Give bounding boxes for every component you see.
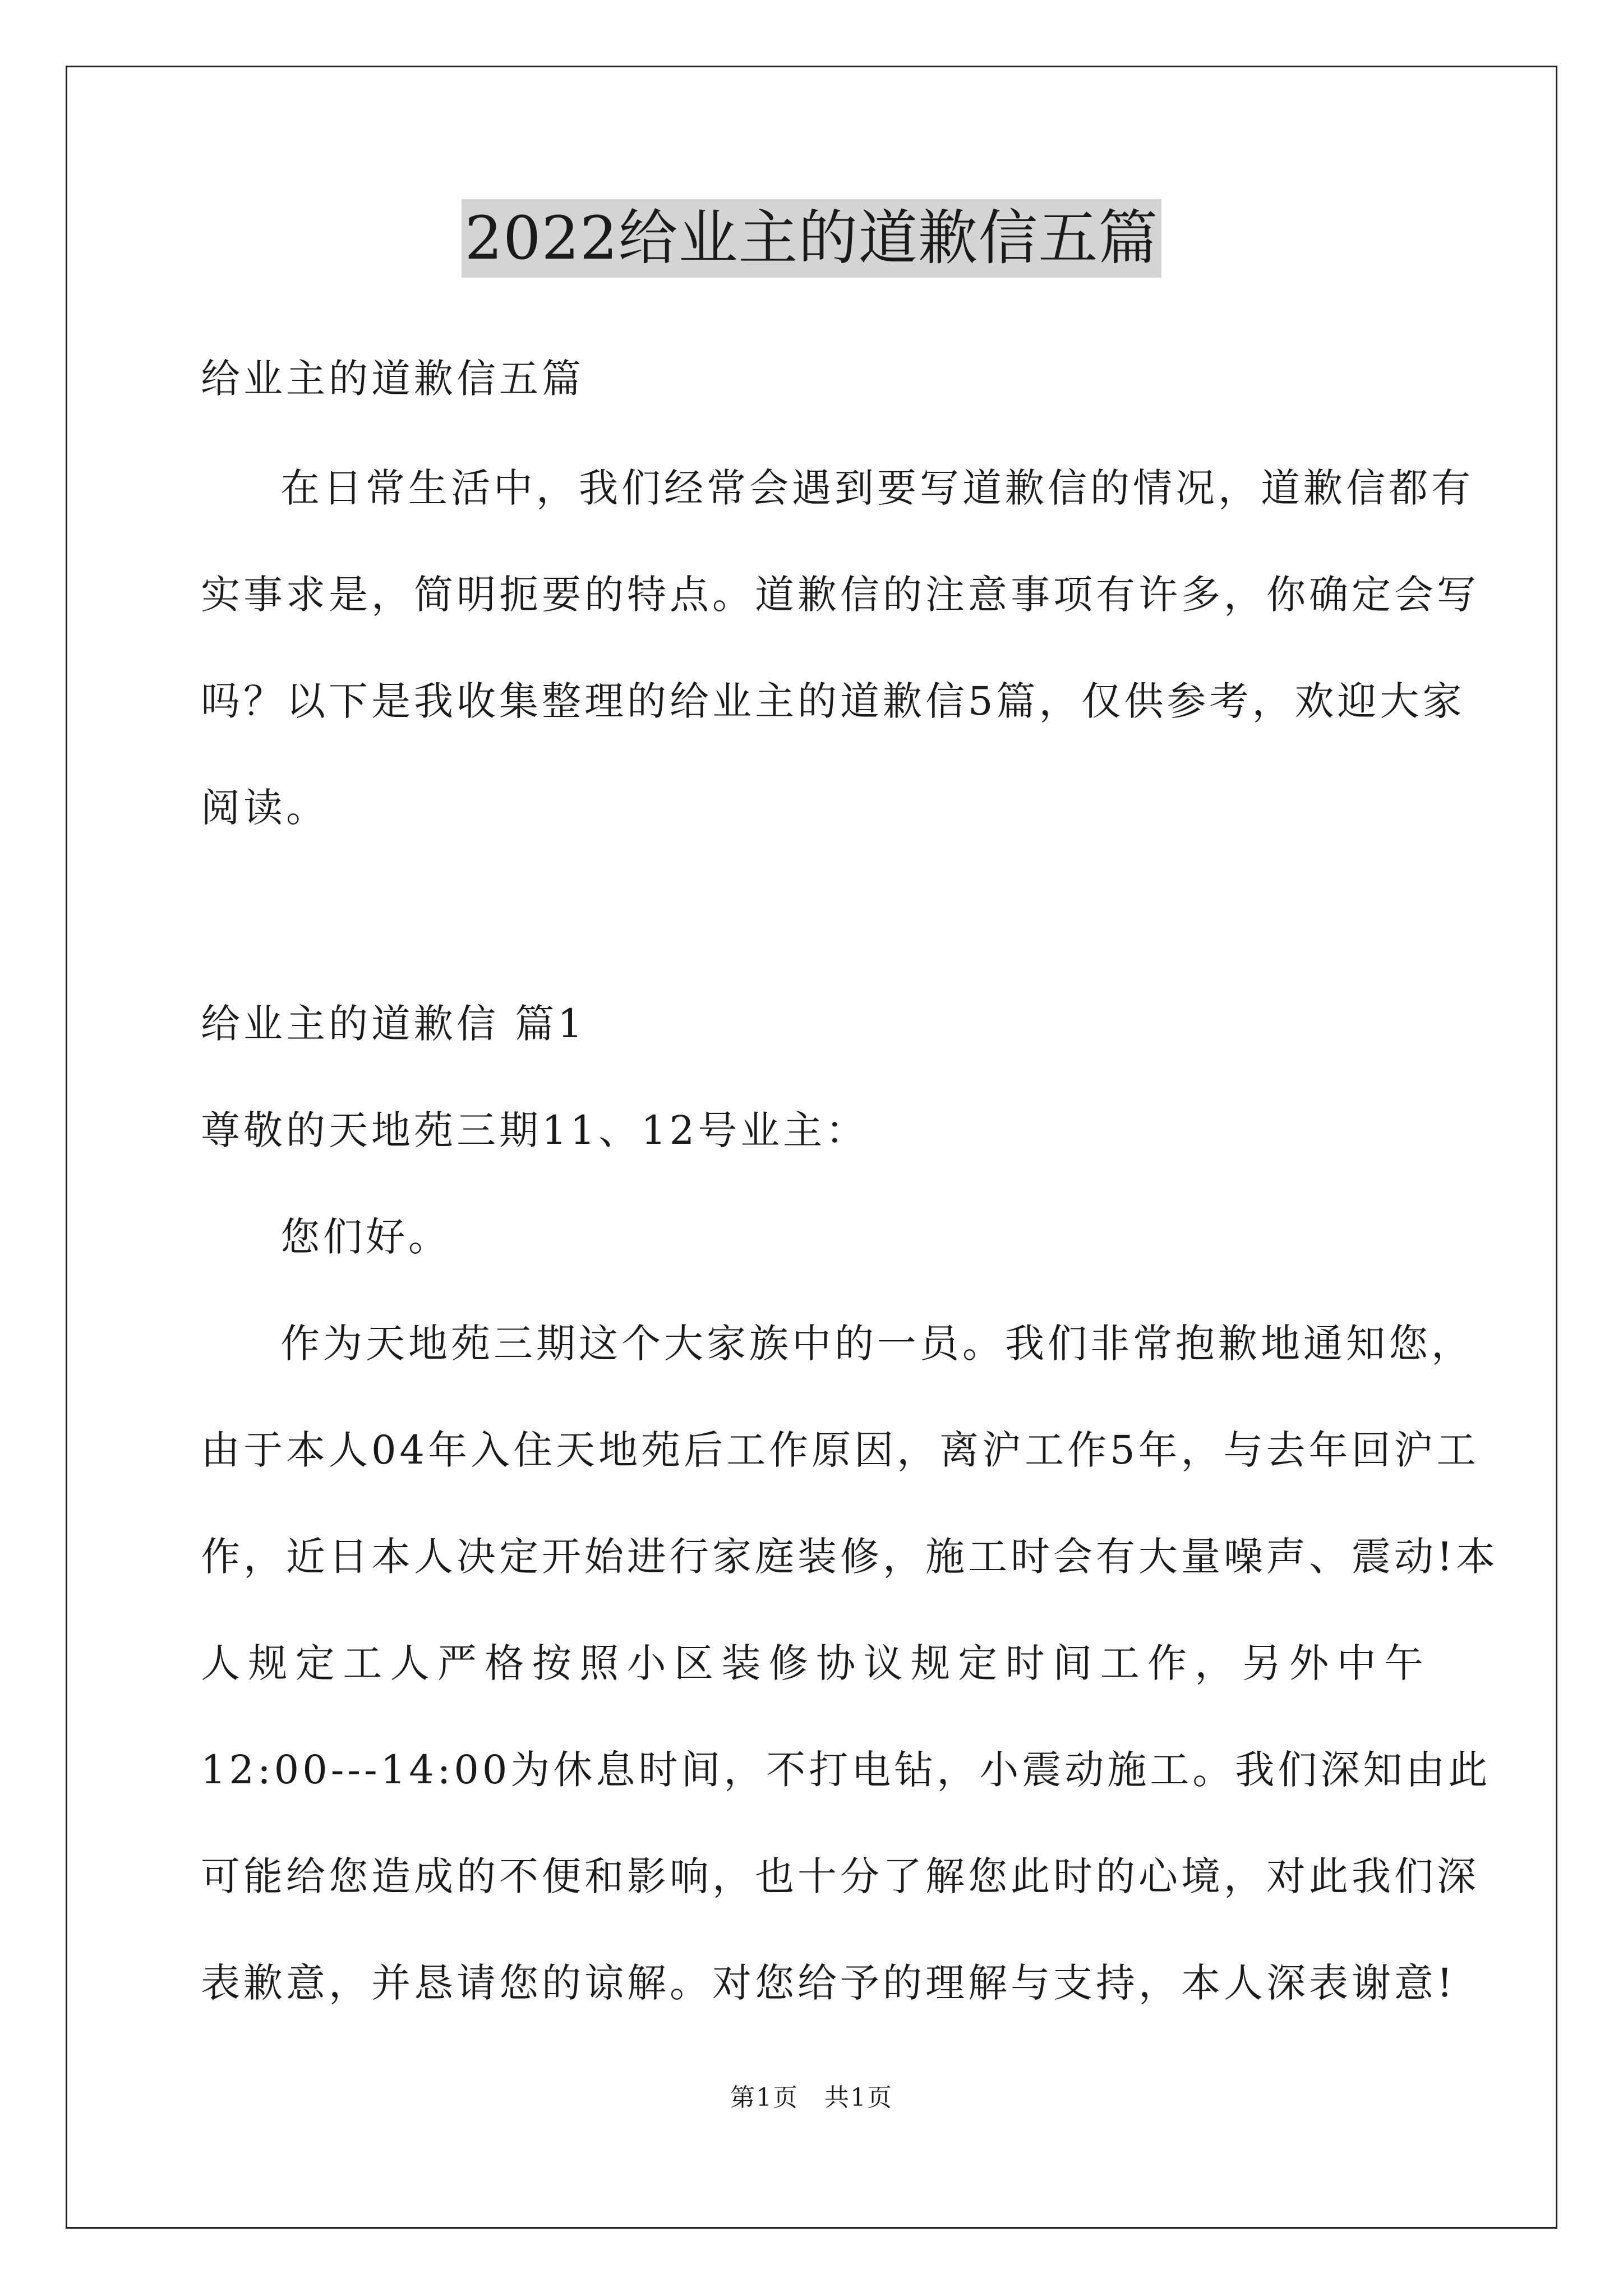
body-line: 可能给您造成的不便和影响，也十分了解您此时的心境，对此我们深: [201, 1853, 1479, 1899]
intro-line: 阅读。: [201, 785, 329, 831]
document-title: 2022给业主的道歉信五篇: [462, 199, 1162, 278]
body-line: 表歉意，并恳请您的谅解。对您给予的理解与支持，本人深表谢意!: [201, 1960, 1456, 2006]
intro-line: 实事求是，简明扼要的特点。道歉信的注意事项有许多，你确定会写: [201, 572, 1479, 618]
intro-line: 吗？以下是我收集整理的给业主的道歉信5篇，仅供参考，欢迎大家: [201, 678, 1465, 724]
body-line: 人规定工人严格按照小区装修协议规定时间工作，另外中午: [201, 1640, 1423, 1686]
page-number-footer: 第1页 共1页: [730, 2083, 893, 2112]
greeting: 您们好。: [280, 1214, 451, 1260]
section-heading: 给业主的道歉信 篇1: [201, 1001, 586, 1047]
title-container: [0, 199, 1623, 278]
body-line: 作，近日本人决定开始进行家庭装修，施工时会有大量噪声、震动!本: [201, 1534, 1499, 1580]
salutation: 尊敬的天地苑三期11、12号业主：: [201, 1107, 869, 1153]
body-line: 12:00---14:00为休息时间，不打电钻，小震动施工。我们深知由此: [201, 1747, 1491, 1793]
body-line: 由于本人04年入住天地苑后工作原因，离沪工作5年，与去年回沪工: [201, 1427, 1479, 1473]
intro-line: 在日常生活中，我们经常会遇到要写道歉信的情况，道歉信都有: [280, 465, 1474, 511]
body-line: 作为天地苑三期这个大家族中的一员。我们非常抱歉地通知您，: [280, 1320, 1474, 1366]
document-subtitle: 给业主的道歉信五篇: [201, 356, 584, 402]
